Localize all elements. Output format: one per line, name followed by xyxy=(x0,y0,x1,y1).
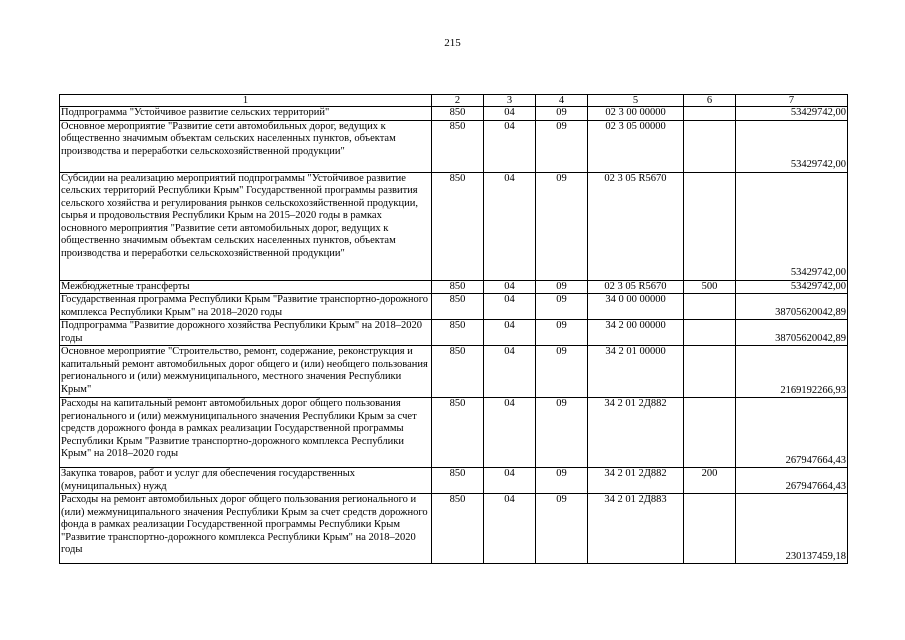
row-name: Подпрограмма "Устойчивое развитие сельских территорий" xyxy=(60,107,432,121)
row-code: 850 xyxy=(432,294,484,320)
row-name: Закупка товаров, работ и услуг для обеспечения государственных (муниципальных) нужд xyxy=(60,468,432,494)
row-code xyxy=(684,107,736,121)
header-cell: 2 xyxy=(432,95,484,107)
row-code: 34 2 01 00000 xyxy=(588,346,684,398)
row-code: 09 xyxy=(536,494,588,564)
row-code xyxy=(684,172,736,280)
header-cell: 4 xyxy=(536,95,588,107)
row-code xyxy=(684,320,736,346)
row-name: Основное мероприятие "Строительство, ремонт, содержание, реконструкция и капитальный ремонт автомобильных дорог общего и (или) необщего пользования регионального и (или) межмуниципального, местного значения Республики Крым" xyxy=(60,346,432,398)
row-name: Межбюджетные трансферты xyxy=(60,280,432,294)
row-code xyxy=(684,494,736,564)
row-code xyxy=(684,398,736,468)
row-code: 09 xyxy=(536,120,588,172)
row-code: 850 xyxy=(432,280,484,294)
header-cell: 1 xyxy=(60,95,432,107)
row-code: 04 xyxy=(484,280,536,294)
table-header-row xyxy=(60,95,848,107)
table-row xyxy=(60,468,848,494)
header-cell: 7 xyxy=(736,95,848,107)
row-name: Расходы на ремонт автомобильных дорог общего пользования регионального и (или) межмуниципального значения Республики Крым за счет средств дорожного фонда в рамках реализации Государственной программы Республики Крым "Развитие транспортно-дорожного комплекса Республики Крым" на 2018–2020 годы xyxy=(60,494,432,564)
row-code: 200 xyxy=(684,468,736,494)
row-code: 02 3 00 00000 xyxy=(588,107,684,121)
header-cell: 6 xyxy=(684,95,736,107)
row-name: Основное мероприятие "Развитие сети автомобильных дорог, ведущих к общественно значимым объектам сельских населенных пунктов, объектам производства и переработки сельскохозяйственной продукции" xyxy=(60,120,432,172)
table-row xyxy=(60,172,848,280)
row-code: 34 2 01 2Д882 xyxy=(588,468,684,494)
row-sum: 53429742,00 xyxy=(736,280,848,294)
row-code: 850 xyxy=(432,346,484,398)
row-code: 850 xyxy=(432,120,484,172)
row-name: Субсидии на реализацию мероприятий подпрограммы "Устойчивое развитие сельских территорий Республики Крым" Государственной программы развития сельского хозяйства и регулирования рынков сельскохозяйственной продукции, сырья и продовольствия Республики Крым на 2015–2020 годы в рамках основного мероприятия "Развитие сети автомобильных дорог, ведущих к общественно значимым объектам сельских населенных пунктов, объектам производства и переработки сельскохозяйственной продукции" xyxy=(60,172,432,280)
row-code: 09 xyxy=(536,320,588,346)
table-row xyxy=(60,320,848,346)
row-sum: 38705620042,89 xyxy=(736,294,848,320)
row-name: Подпрограмма "Развитие дорожного хозяйства Республики Крым" на 2018–2020 годы xyxy=(60,320,432,346)
header-cell: 5 xyxy=(588,95,684,107)
row-code: 04 xyxy=(484,494,536,564)
row-sum: 267947664,43 xyxy=(736,468,848,494)
row-code: 09 xyxy=(536,294,588,320)
row-sum: 2169192266,93 xyxy=(736,346,848,398)
row-name: Расходы на капитальный ремонт автомобильных дорог общего пользования регионального и (или) межмуниципального значения Республики Крым за счет средств дорожного фонда в рамках реализации Государственной программы Республики Крым "Развитие транспортно-дорожного комплекса Республики Крым" на 2018–2020 годы xyxy=(60,398,432,468)
table-row xyxy=(60,107,848,121)
row-code: 09 xyxy=(536,280,588,294)
row-code: 34 2 01 2Д882 xyxy=(588,398,684,468)
row-code: 04 xyxy=(484,172,536,280)
row-code: 500 xyxy=(684,280,736,294)
table-row xyxy=(60,494,848,564)
row-code: 850 xyxy=(432,468,484,494)
table-row xyxy=(60,280,848,294)
row-code: 34 2 01 2Д883 xyxy=(588,494,684,564)
row-code: 04 xyxy=(484,346,536,398)
row-sum: 53429742,00 xyxy=(736,107,848,121)
row-code: 850 xyxy=(432,107,484,121)
row-sum: 53429742,00 xyxy=(736,120,848,172)
row-sum: 38705620042,89 xyxy=(736,320,848,346)
row-code: 09 xyxy=(536,172,588,280)
table-row xyxy=(60,398,848,468)
row-code: 850 xyxy=(432,494,484,564)
row-sum: 53429742,00 xyxy=(736,172,848,280)
row-code: 09 xyxy=(536,468,588,494)
table-row xyxy=(60,346,848,398)
row-code: 02 3 05 00000 xyxy=(588,120,684,172)
row-sum: 267947664,43 xyxy=(736,398,848,468)
budget-table xyxy=(59,94,848,564)
row-code xyxy=(684,294,736,320)
row-code: 09 xyxy=(536,107,588,121)
page-number: 215 xyxy=(444,37,461,49)
row-sum: 230137459,18 xyxy=(736,494,848,564)
row-code: 850 xyxy=(432,398,484,468)
table-row xyxy=(60,294,848,320)
table-row xyxy=(60,120,848,172)
row-code: 34 0 00 00000 xyxy=(588,294,684,320)
row-code: 09 xyxy=(536,346,588,398)
row-code: 04 xyxy=(484,107,536,121)
row-code: 02 3 05 R5670 xyxy=(588,280,684,294)
row-code: 04 xyxy=(484,468,536,494)
row-code: 09 xyxy=(536,398,588,468)
row-code: 04 xyxy=(484,294,536,320)
header-cell: 3 xyxy=(484,95,536,107)
row-code: 850 xyxy=(432,172,484,280)
row-code: 04 xyxy=(484,398,536,468)
row-code: 04 xyxy=(484,320,536,346)
row-code xyxy=(684,346,736,398)
row-code: 02 3 05 R5670 xyxy=(588,172,684,280)
row-code: 34 2 00 00000 xyxy=(588,320,684,346)
row-code xyxy=(684,120,736,172)
row-code: 04 xyxy=(484,120,536,172)
row-code: 850 xyxy=(432,320,484,346)
row-name: Государственная программа Республики Крым "Развитие транспортно-дорожного комплекса Республики Крым" на 2018–2020 годы xyxy=(60,294,432,320)
